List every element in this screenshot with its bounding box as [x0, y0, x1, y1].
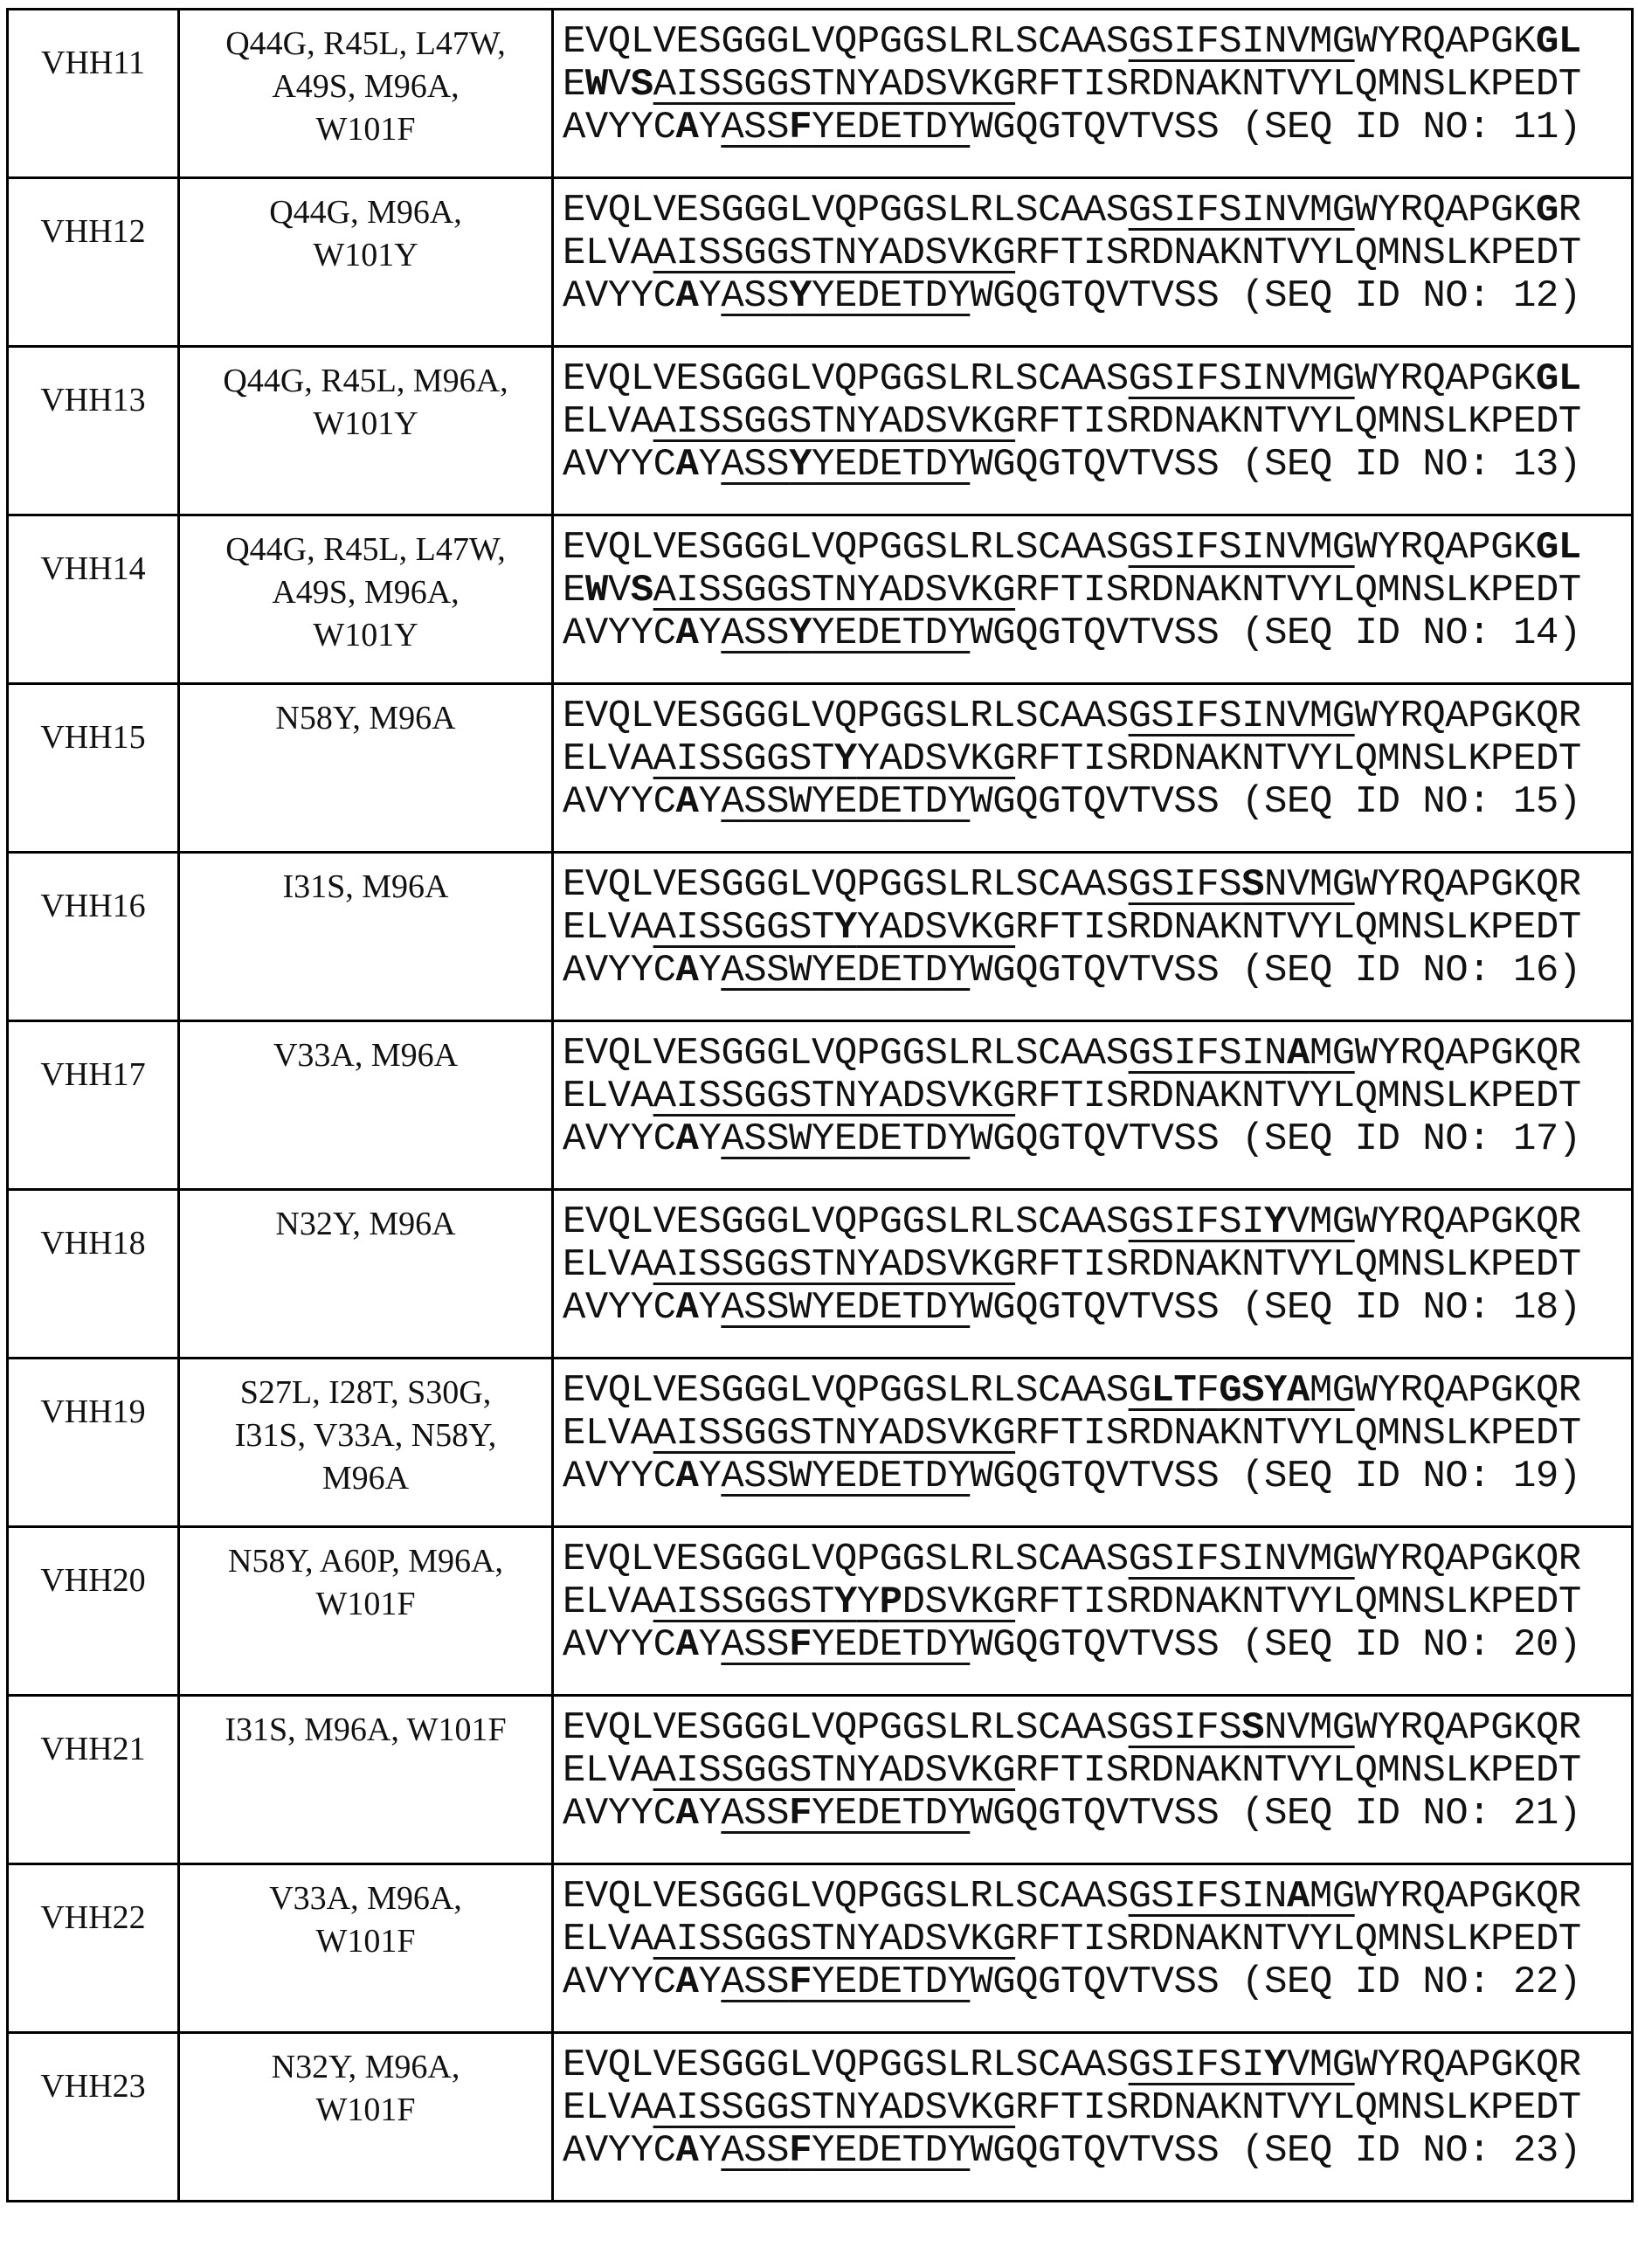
sequence-line: EVQLVESGGGLVQPGGSLRLSCAASGSIFSINVMGWYRQAPGKQR	[563, 695, 1631, 738]
sequence	[553, 1359, 1633, 1527]
sequence-line: ELVAAISSGGSTYYADSVKGRFTISRDNAKNTVYLQMNSLKPEDT	[563, 907, 1631, 950]
sequence	[553, 10, 1633, 178]
sequence	[553, 1864, 1633, 2033]
sequence-line: AVYYCAYASSWYEDETDYWGQGTQVTVSS (SEQ ID NO: 18)	[563, 1287, 1631, 1330]
sequence-line: AVYYCAYASSWYEDETDYWGQGTQVTVSS (SEQ ID NO: 17)	[563, 1118, 1631, 1161]
sequence-line: EVQLVESGGGLVQPGGSLRLSCAASGLTFGSYAMGWYRQAPGKQR	[563, 1370, 1631, 1413]
sequence	[553, 1021, 1633, 1190]
antibody-name: VHH18	[8, 1190, 179, 1359]
sequence-line: EVQLVESGGGLVQPGGSLRLSCAASGSIFSINVMGWYRQAPGKGL	[563, 527, 1631, 570]
antibody-name: VHH16	[8, 853, 179, 1021]
sequence	[553, 1696, 1633, 1864]
mutations: S27L, I28T, S30G, I31S, V33A, N58Y, M96A	[179, 1359, 553, 1527]
table-row	[8, 1864, 1633, 2033]
table-row	[8, 178, 1633, 347]
sequence-table	[6, 8, 1634, 2202]
sequence-line: AVYYCAYASSYYEDETDYWGQGTQVTVSS (SEQ ID NO: 13)	[563, 444, 1631, 487]
table-row	[8, 853, 1633, 1021]
sequence-line: EVQLVESGGGLVQPGGSLRLSCAASGSIFSINAMGWYRQAPGKQR	[563, 1033, 1631, 1075]
sequence-line: ELVAAISSGGSTNYADSVKGRFTISRDNAKNTVYLQMNSLKPEDT	[563, 1244, 1631, 1287]
mutations: N58Y, M96A	[179, 684, 553, 853]
mutations: V33A, M96A	[179, 1021, 553, 1190]
antibody-name: VHH20	[8, 1527, 179, 1696]
sequence-line: EVQLVESGGGLVQPGGSLRLSCAASGSIFSIYVMGWYRQAPGKQR	[563, 2044, 1631, 2087]
mutations: Q44G, R45L, L47W, A49S, M96A, W101F	[179, 10, 553, 178]
table-row	[8, 2033, 1633, 2202]
sequence-line: AVYYCAYASSWYEDETDYWGQGTQVTVSS (SEQ ID NO: 16)	[563, 950, 1631, 992]
table-row	[8, 1696, 1633, 1864]
table-row	[8, 347, 1633, 515]
mutations: N32Y, M96A, W101F	[179, 2033, 553, 2202]
antibody-name: VHH11	[8, 10, 179, 178]
mutations: Q44G, M96A, W101Y	[179, 178, 553, 347]
table-row	[8, 1359, 1633, 1527]
sequence	[553, 515, 1633, 684]
sequence-line: AVYYCAYASSYYEDETDYWGQGTQVTVSS (SEQ ID NO: 14)	[563, 612, 1631, 655]
mutations: N32Y, M96A	[179, 1190, 553, 1359]
table-row	[8, 684, 1633, 853]
table-row	[8, 515, 1633, 684]
sequence-line: ELVAAISSGGSTNYADSVKGRFTISRDNAKNTVYLQMNSLKPEDT	[563, 401, 1631, 444]
sequence	[553, 1527, 1633, 1696]
mutations: Q44G, R45L, L47W, A49S, M96A, W101Y	[179, 515, 553, 684]
sequence-line: AVYYCAYASSFYEDETDYWGQGTQVTVSS (SEQ ID NO: 22)	[563, 1961, 1631, 2004]
sequence	[553, 178, 1633, 347]
antibody-name: VHH13	[8, 347, 179, 515]
antibody-name: VHH15	[8, 684, 179, 853]
sequence-line: AVYYCAYASSWYEDETDYWGQGTQVTVSS (SEQ ID NO: 19)	[563, 1456, 1631, 1498]
sequence-line: ELVAAISSGGSTYYADSVKGRFTISRDNAKNTVYLQMNSLKPEDT	[563, 738, 1631, 781]
sequence-line: ELVAAISSGGSTNYADSVKGRFTISRDNAKNTVYLQMNSLKPEDT	[563, 232, 1631, 275]
sequence-line: AVYYCAYASSWYEDETDYWGQGTQVTVSS (SEQ ID NO: 15)	[563, 781, 1631, 824]
sequence-line: AVYYCAYASSFYEDETDYWGQGTQVTVSS (SEQ ID NO: 21)	[563, 1793, 1631, 1836]
sequence-line: ELVAAISSGGSTNYADSVKGRFTISRDNAKNTVYLQMNSLKPEDT	[563, 1075, 1631, 1118]
sequence	[553, 853, 1633, 1021]
sequence	[553, 2033, 1633, 2202]
sequence-line: EVQLVESGGGLVQPGGSLRLSCAASGSIFSINVMGWYRQAPGKGR	[563, 190, 1631, 232]
sequence-line: ELVAAISSGGSTNYADSVKGRFTISRDNAKNTVYLQMNSLKPEDT	[563, 1919, 1631, 1961]
sequence-line: ELVAAISSGGSTNYADSVKGRFTISRDNAKNTVYLQMNSLKPEDT	[563, 1413, 1631, 1456]
antibody-name: VHH14	[8, 515, 179, 684]
antibody-name: VHH17	[8, 1021, 179, 1190]
sequence-line: AVYYCAYASSFYEDETDYWGQGTQVTVSS (SEQ ID NO: 23)	[563, 2130, 1631, 2173]
sequence-line: AVYYCAYASSFYEDETDYWGQGTQVTVSS (SEQ ID NO: 20)	[563, 1624, 1631, 1667]
antibody-name: VHH12	[8, 178, 179, 347]
sequence	[553, 1190, 1633, 1359]
antibody-name: VHH23	[8, 2033, 179, 2202]
mutations: I31S, M96A, W101F	[179, 1696, 553, 1864]
sequence-line: ELVAAISSGGSTNYADSVKGRFTISRDNAKNTVYLQMNSLKPEDT	[563, 1750, 1631, 1793]
mutations: N58Y, A60P, M96A, W101F	[179, 1527, 553, 1696]
table-row	[8, 1527, 1633, 1696]
sequence-table-body	[8, 10, 1633, 2202]
sequence-line: EVQLVESGGGLVQPGGSLRLSCAASGSIFSSNVMGWYRQAPGKQR	[563, 864, 1631, 907]
sequence-line: ELVAAISSGGSTNYADSVKGRFTISRDNAKNTVYLQMNSLKPEDT	[563, 2087, 1631, 2130]
table-row	[8, 10, 1633, 178]
sequence-line: EWVSAISSGGSTNYADSVKGRFTISRDNAKNTVYLQMNSLKPEDT	[563, 64, 1631, 107]
sequence-line: AVYYCAYASSYYEDETDYWGQGTQVTVSS (SEQ ID NO: 12)	[563, 275, 1631, 318]
sequence-line: ELVAAISSGGSTYYPDSVKGRFTISRDNAKNTVYLQMNSLKPEDT	[563, 1581, 1631, 1624]
mutations: V33A, M96A, W101F	[179, 1864, 553, 2033]
sequence-line: EVQLVESGGGLVQPGGSLRLSCAASGSIFSINVMGWYRQAPGKGL	[563, 21, 1631, 64]
sequence	[553, 347, 1633, 515]
sequence-line: EVQLVESGGGLVQPGGSLRLSCAASGSIFSSNVMGWYRQAPGKQR	[563, 1707, 1631, 1750]
sequence-line: EVQLVESGGGLVQPGGSLRLSCAASGSIFSIYVMGWYRQAPGKQR	[563, 1201, 1631, 1244]
table-row	[8, 1021, 1633, 1190]
antibody-name: VHH19	[8, 1359, 179, 1527]
mutations: Q44G, R45L, M96A, W101Y	[179, 347, 553, 515]
antibody-name: VHH21	[8, 1696, 179, 1864]
sequence-line: EVQLVESGGGLVQPGGSLRLSCAASGSIFSINAMGWYRQAPGKQR	[563, 1876, 1631, 1919]
mutations: I31S, M96A	[179, 853, 553, 1021]
table-row	[8, 1190, 1633, 1359]
sequence-line: EVQLVESGGGLVQPGGSLRLSCAASGSIFSINVMGWYRQAPGKQR	[563, 1539, 1631, 1581]
antibody-name: VHH22	[8, 1864, 179, 2033]
sequence-line: AVYYCAYASSFYEDETDYWGQGTQVTVSS (SEQ ID NO: 11)	[563, 107, 1631, 149]
sequence-line: EVQLVESGGGLVQPGGSLRLSCAASGSIFSINVMGWYRQAPGKGL	[563, 358, 1631, 401]
sequence-line: EWVSAISSGGSTNYADSVKGRFTISRDNAKNTVYLQMNSLKPEDT	[563, 570, 1631, 612]
sequence	[553, 684, 1633, 853]
